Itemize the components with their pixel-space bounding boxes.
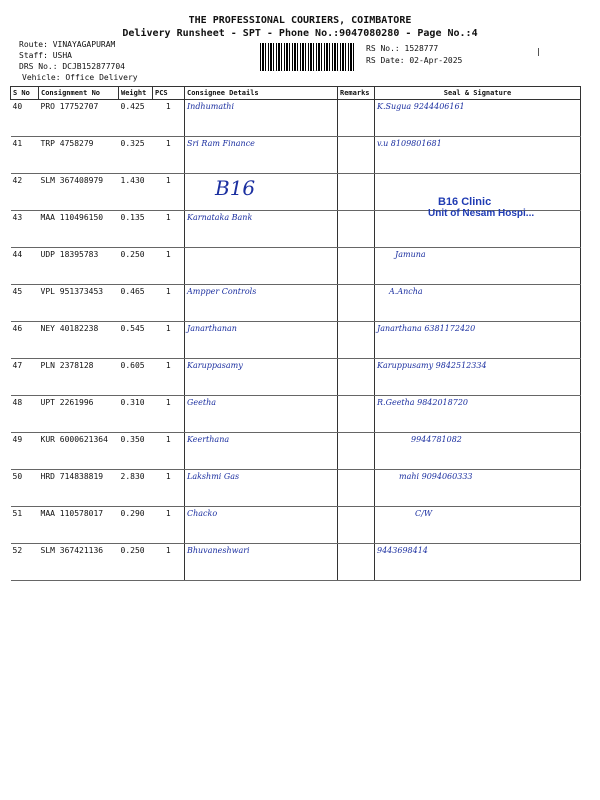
- cell-remarks: [338, 174, 375, 211]
- cell-weight: 0.350: [119, 433, 153, 470]
- cell-remarks: [338, 285, 375, 322]
- cell-pcs: 1: [153, 174, 185, 211]
- col-signature: Seal & Signature: [375, 87, 581, 100]
- vehicle: Vehicle: Office Delivery: [22, 73, 138, 82]
- cell-pcs: 1: [153, 433, 185, 470]
- cell-consignment: UDP 18395783: [39, 248, 119, 285]
- cell-pcs: 1: [153, 322, 185, 359]
- cell-remarks: [338, 396, 375, 433]
- cell-remarks: [338, 322, 375, 359]
- table-row: [11, 544, 581, 581]
- cell-sno: 52: [11, 544, 39, 581]
- cell-remarks: [338, 470, 375, 507]
- table-row: [11, 100, 581, 137]
- table-body: [11, 100, 581, 581]
- barcode: [260, 43, 355, 71]
- cell-remarks: [338, 137, 375, 174]
- cell-consignment: SLM 367408979: [39, 174, 119, 211]
- cell-weight: 0.250: [119, 248, 153, 285]
- clinic-stamp: [428, 196, 538, 219]
- cell-remarks: [338, 211, 375, 248]
- cell-weight: 0.325: [119, 137, 153, 174]
- cell-consignee: Janarthanan: [185, 322, 338, 359]
- cell-consignment: PRO 17752707: [39, 100, 119, 137]
- cell-consignment: UPT 2261996: [39, 396, 119, 433]
- cell-weight: 1.430: [119, 174, 153, 211]
- rs-date: RS Date: 02-Apr-2025: [366, 56, 463, 65]
- cell-signature: 9944781082: [375, 433, 581, 470]
- cell-consignee: B16: [185, 174, 338, 211]
- tick-mark: [538, 48, 543, 56]
- cell-consignment: PLN 2378128: [39, 359, 119, 396]
- cell-weight: 0.250: [119, 544, 153, 581]
- table-row: [11, 470, 581, 507]
- cell-remarks: [338, 100, 375, 137]
- table-row: [11, 285, 581, 322]
- cell-weight: 0.310: [119, 396, 153, 433]
- stamp-line2: Unit of Nesam Hospi...: [428, 208, 535, 219]
- cell-weight: 0.605: [119, 359, 153, 396]
- cell-signature: R.Geetha 9842018720: [375, 396, 581, 433]
- cell-remarks: [338, 544, 375, 581]
- cell-signature: K.Sugua 9244406161: [375, 100, 581, 137]
- cell-weight: 2.830: [119, 470, 153, 507]
- company-title: THE PROFESSIONAL COURIERS, COIMBATORE: [188, 15, 412, 26]
- table-row: [11, 248, 581, 285]
- col-remarks: Remarks: [338, 87, 375, 100]
- cell-pcs: 1: [153, 211, 185, 248]
- cell-consignment: NEY 40182238: [39, 322, 119, 359]
- runsheet-subtitle: Delivery Runsheet - SPT - Phone No.:9047080280 - Page No.:4: [122, 28, 478, 39]
- cell-sno: 43: [11, 211, 39, 248]
- cell-signature: Janarthana 6381172420: [375, 322, 581, 359]
- cell-consignee: Keerthana: [185, 433, 338, 470]
- cell-pcs: 1: [153, 285, 185, 322]
- table-row: [11, 433, 581, 470]
- cell-sno: 47: [11, 359, 39, 396]
- cell-signature: mahi 9094060333: [375, 470, 581, 507]
- cell-sno: 51: [11, 507, 39, 544]
- cell-consignee: Sri Ram Finance: [185, 137, 338, 174]
- cell-signature: A.Ancha: [375, 285, 581, 322]
- cell-pcs: 1: [153, 507, 185, 544]
- cell-weight: 0.425: [119, 100, 153, 137]
- table-row: [11, 359, 581, 396]
- cell-consignment: TRP 4758279: [39, 137, 119, 174]
- table-header-row: [11, 87, 581, 100]
- cell-sno: 46: [11, 322, 39, 359]
- cell-sno: 42: [11, 174, 39, 211]
- cell-pcs: 1: [153, 544, 185, 581]
- cell-consignment: HRD 714838819: [39, 470, 119, 507]
- cell-weight: 0.465: [119, 285, 153, 322]
- cell-consignee: Bhuvaneshwari: [185, 544, 338, 581]
- runsheet-table: [10, 86, 581, 581]
- cell-weight: 0.290: [119, 507, 153, 544]
- cell-consignment: MAA 110578017: [39, 507, 119, 544]
- cell-sno: 49: [11, 433, 39, 470]
- cell-pcs: 1: [153, 248, 185, 285]
- cell-sno: 50: [11, 470, 39, 507]
- stamp-line1: B16 Clinic: [438, 196, 492, 208]
- cell-remarks: [338, 433, 375, 470]
- cell-consignee: Karuppasamy: [185, 359, 338, 396]
- cell-signature: Karuppusamy 9842512334: [375, 359, 581, 396]
- table-row: [11, 322, 581, 359]
- cell-remarks: [338, 248, 375, 285]
- cell-sno: 40: [11, 100, 39, 137]
- cell-weight: 0.135: [119, 211, 153, 248]
- cell-signature: C/W: [375, 507, 581, 544]
- col-consignee: Consignee Details: [185, 87, 338, 100]
- route: Route: VINAYAGAPURAM: [19, 40, 116, 49]
- cell-consignment: KUR 6000621364: [39, 433, 119, 470]
- cell-signature: v.u 8109801681: [375, 137, 581, 174]
- cell-sno: 48: [11, 396, 39, 433]
- table-row: [11, 507, 581, 544]
- cell-pcs: 1: [153, 396, 185, 433]
- cell-sno: 41: [11, 137, 39, 174]
- col-pcs: PCS: [153, 87, 185, 100]
- cell-consignee: Geetha: [185, 396, 338, 433]
- cell-signature: 9443698414: [375, 544, 581, 581]
- cell-consignee: Chacko: [185, 507, 338, 544]
- cell-consignment: MAA 110496150: [39, 211, 119, 248]
- cell-pcs: 1: [153, 100, 185, 137]
- cell-consignment: SLM 367421136: [39, 544, 119, 581]
- table-row: [11, 137, 581, 174]
- drs-no: DRS No.: DCJB152877704: [19, 62, 125, 71]
- cell-consignee: Indhumathi: [185, 100, 338, 137]
- col-weight: Weight: [119, 87, 153, 100]
- cell-signature: Jamuna: [375, 248, 581, 285]
- cell-consignment: VPL 951373453: [39, 285, 119, 322]
- cell-pcs: 1: [153, 359, 185, 396]
- cell-consignee: [185, 248, 338, 285]
- cell-sno: 44: [11, 248, 39, 285]
- cell-remarks: [338, 359, 375, 396]
- table-row: [11, 396, 581, 433]
- cell-consignee: Karnataka Bank: [185, 211, 338, 248]
- col-consignment: Consignment No: [39, 87, 119, 100]
- cell-pcs: 1: [153, 137, 185, 174]
- rs-no: RS No.: 1528777: [366, 44, 439, 53]
- cell-consignee: Ampper Controls: [185, 285, 338, 322]
- staff: Staff: USHA: [19, 51, 72, 60]
- cell-pcs: 1: [153, 470, 185, 507]
- cell-weight: 0.545: [119, 322, 153, 359]
- cell-sno: 45: [11, 285, 39, 322]
- cell-remarks: [338, 507, 375, 544]
- cell-consignee: Lakshmi Gas: [185, 470, 338, 507]
- col-sno: S No: [11, 87, 39, 100]
